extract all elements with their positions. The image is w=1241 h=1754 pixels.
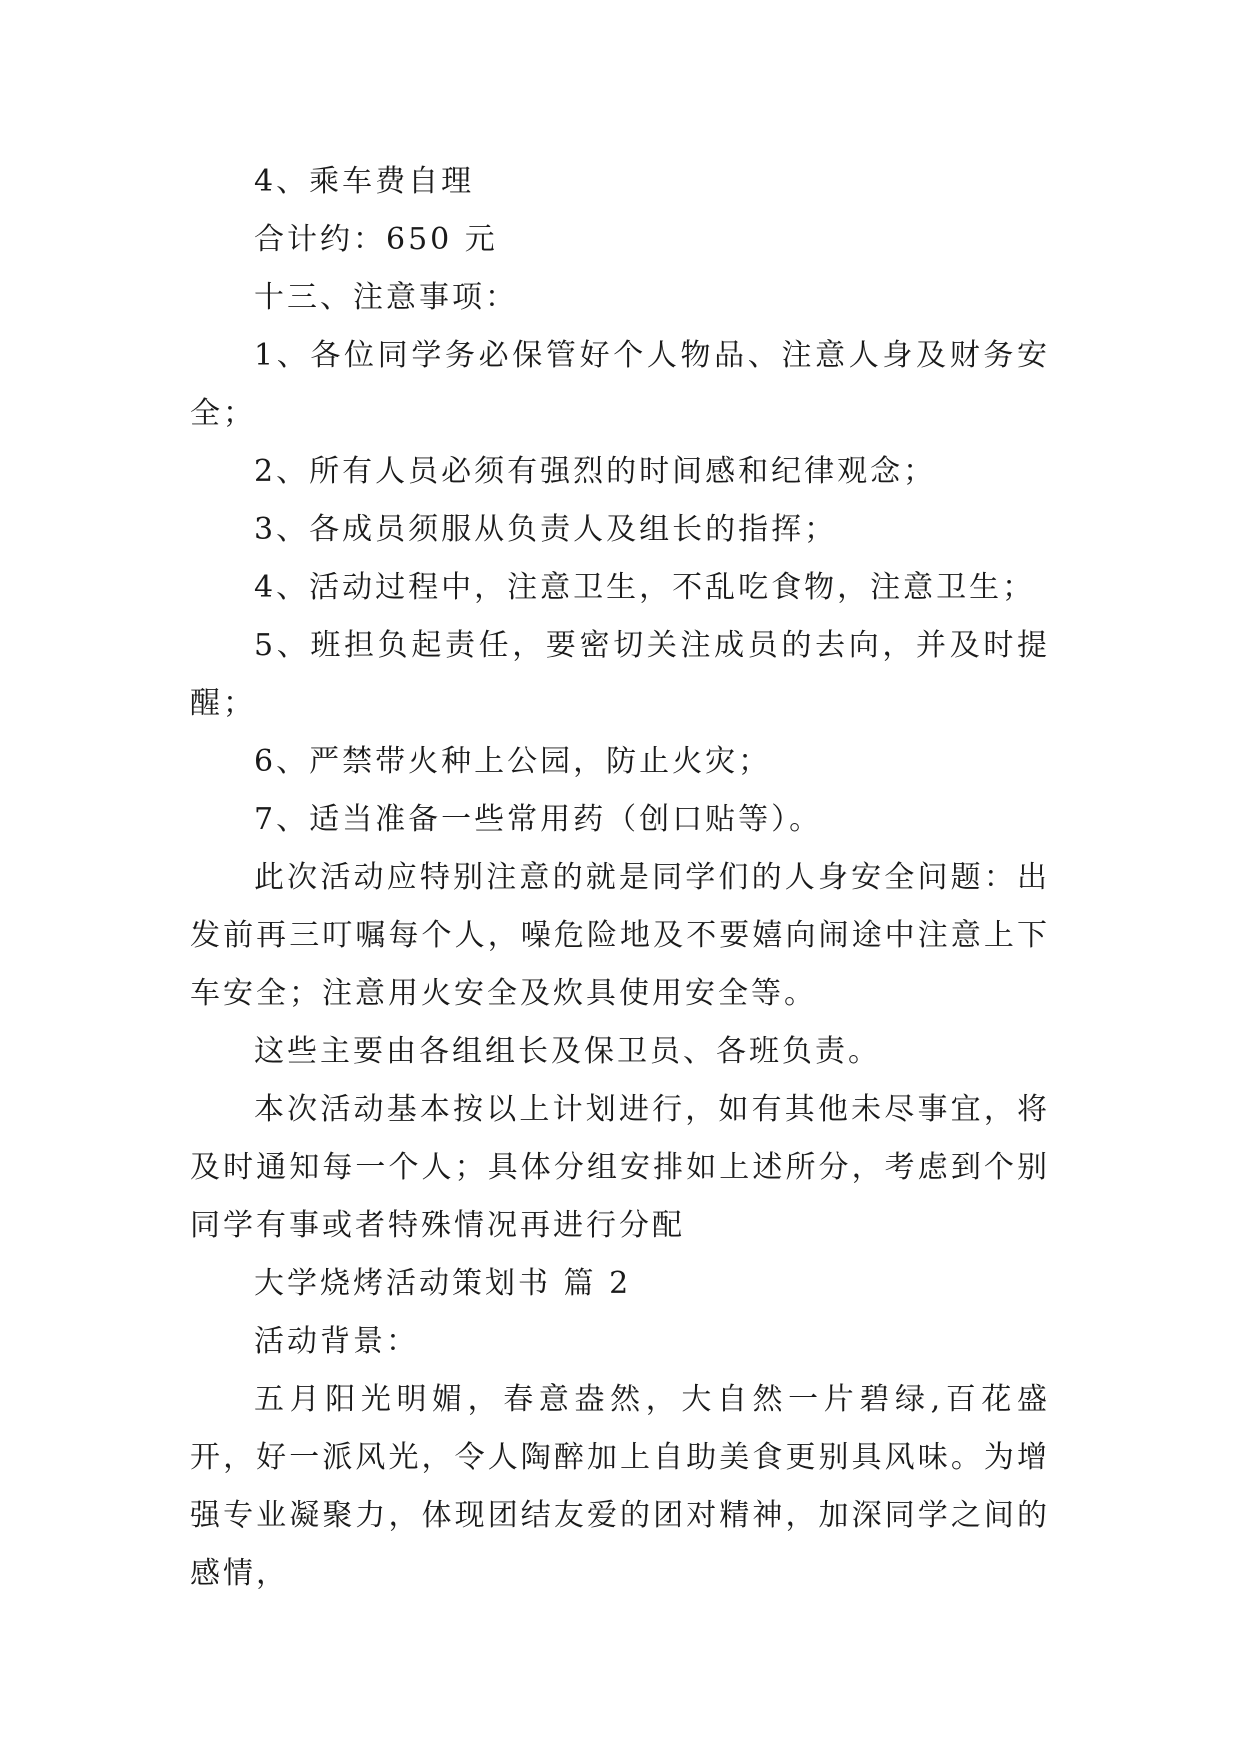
paragraph: 6、严禁带火种上公园，防止火灾；	[254, 744, 772, 779]
paragraph: 合计约：650 元	[254, 222, 498, 257]
section-heading: 十三、注意事项：	[254, 280, 518, 315]
paragraph: 5、班担负起责任，要密切关注成员的去向，并及时提醒；	[190, 628, 1050, 721]
document-body	[190, 153, 1050, 1603]
paragraph: 1、各位同学务必保管好个人物品、注意人身及财务安全；	[190, 338, 1050, 431]
paragraph: 本次活动基本按以上计划进行，如有其他未尽事宜，将及时通知每一个人；具体分组安排如上述所分，考虑到个别同学有事或者特殊情况再进行分配	[190, 1092, 1050, 1243]
paragraph: 4、活动过程中，注意卫生，不乱吃食物，注意卫生；	[254, 570, 1036, 605]
document-title: 大学烧烤活动策划书 篇 2	[254, 1266, 632, 1301]
paragraph: 此次活动应特别注意的就是同学们的人身安全问题：出发前再三叮嘱每个人，噪危险地及不要嬉向闹途中注意上下车安全；注意用火安全及炊具使用安全等。	[190, 860, 1050, 1011]
paragraph: 4、乘车费自理	[254, 164, 475, 199]
section-heading: 活动背景：	[254, 1324, 419, 1359]
paragraph: 7、适当准备一些常用药（创口贴等）。	[254, 802, 823, 837]
paragraph: 这些主要由各组组长及保卫员、各班负责。	[254, 1034, 881, 1069]
paragraph: 2、所有人员必须有强烈的时间感和纪律观念；	[254, 454, 937, 489]
paragraph: 3、各成员须服从负责人及组长的指挥；	[254, 512, 838, 547]
paragraph: 五月阳光明媚，春意盎然，大自然一片碧绿,百花盛开，好一派风光，令人陶醉加上自助美食更别具风味。为增强专业凝聚力，体现团结友爱的团对精神，加深同学之间的感情，	[190, 1382, 1050, 1591]
